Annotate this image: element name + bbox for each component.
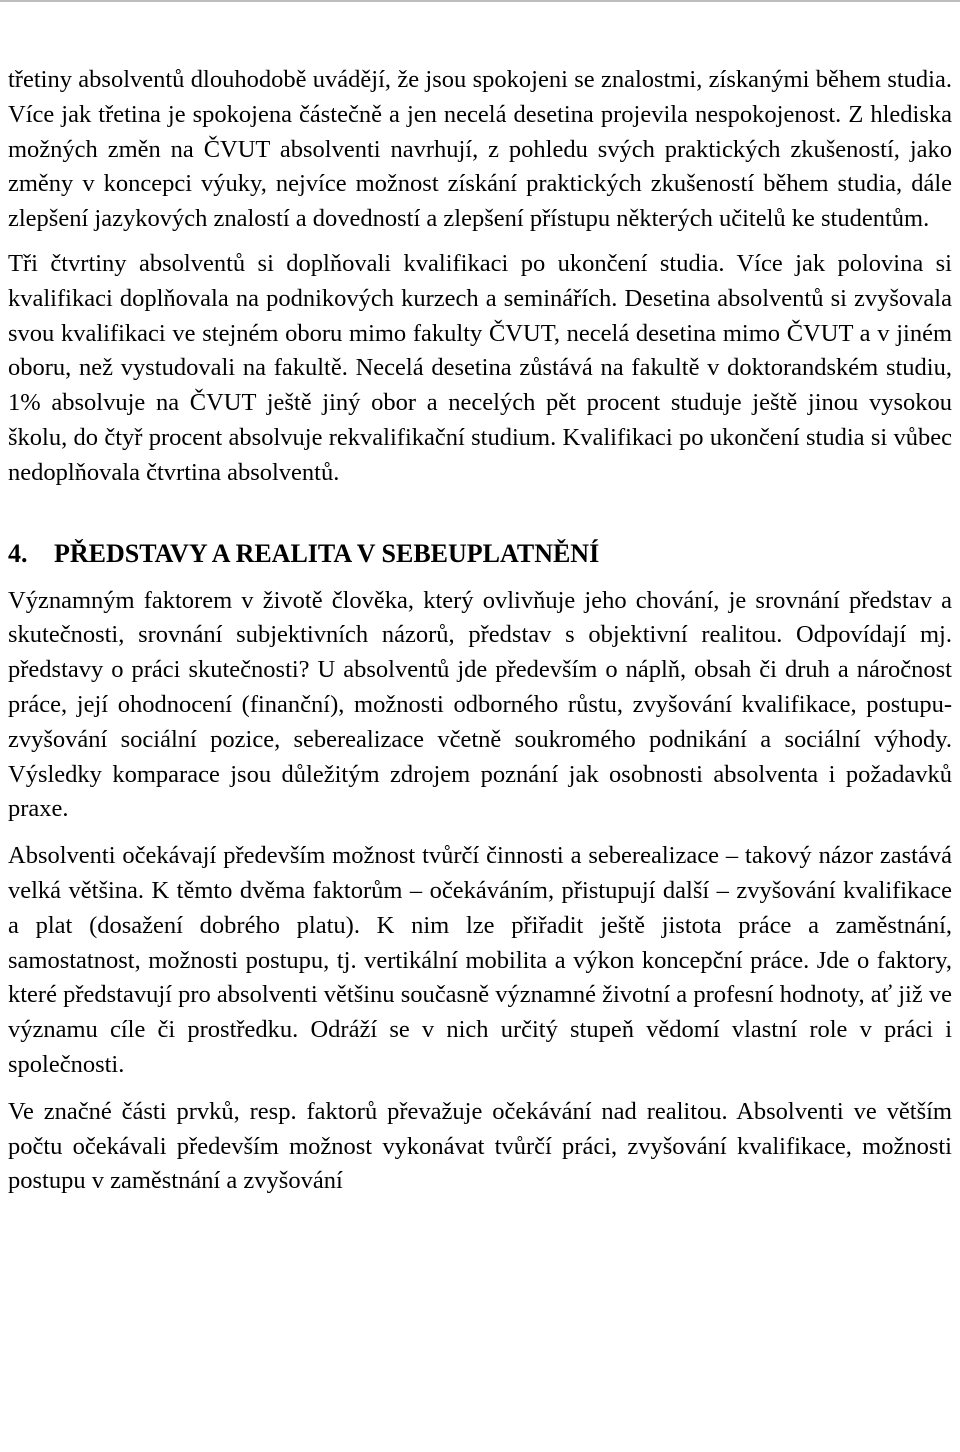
paragraph-expectation-vs-reality: Ve značné části prvků, resp. faktorů převažuje očekávání nad realitou. Absolventi ve větším počtu očekávali především možnost vykonávat tvůrčí práci, zvyšování kvalifikace, možnosti postupu v zaměstnání a zvyšování [8,1097,952,1195]
section-number: 4. [8,538,28,568]
section-title: PŘEDSTAVY A REALITA V SEBEUPLATNĚNÍ [54,538,600,568]
top-rule [0,0,960,2]
paragraph-knowledge-satisfaction: třetiny absolventů dlouhodobě uvádějí, že jsou spokojeni se znalostmi, získanými během studia. Více jak třetina je spokojena částečně a jen necelá desetina projevila nespokojenost. Z hlediska možných změn na ČVUT absolventi navrhují, z pohledu svých praktických zkušeností, jako změny v koncepci výuky, nejvíce možnost získání praktických zkušeností během studia, dále zlepšení jazykových znalostí a dovedností a zlepšení přístupu některých učitelů ke studentům. [8,66,952,233]
paragraph-graduate-expectations: Absolventi očekávají především možnost tvůrčí činnosti a seberealizace – takový názor zastává velká většina. K těmto dvěma faktorům – očekáváním, přistupují další – zvyšování kvalifikace a plat (dosažení dobrého platu). K nim lze přiřadit ještě jistota práce a zaměstnání, samostatnost, možnosti postupu, tj. vertikální mobilita a výkon koncepční práce. Jde o faktory, které představují pro absolventi většinu současně významné životní a profesní hodnoty, ať již ve významu cíle či prostředku. Odráží se v nich určitý stupeň vědomí vlastní role v práci i společnosti. [8,842,952,1078]
paragraph-expectations-reality: Významným faktorem v životě člověka, který ovlivňuje jeho chování, je srovnání představ a skutečnosti, srovnání subjektivních názorů, představ s objektivní realitou. Odpovídají mj. představy o práci skutečnosti? U absolventů jde především o náplň, obsah či druh a náročnost práce, její ohodnocení (finanční), možnosti odborného růstu, zvyšování kvalifikace, postupu-zvyšování sociální pozice, seberealizace včetně soukromého podnikání a sociální výhody. Výsledky komparace jsou důležitým zdrojem poznání jak osobnosti absolventa i požadavků praxe. [8,586,952,823]
paragraph-qualification: Tři čtvrtiny absolventů si doplňovali kvalifikaci po ukončení studia. Více jak polovina si kvalifikaci doplňovala na podnikových kurzech a seminářích. Desetina absolventů si zvyšovala svou kvalifikaci ve stejném oboru mimo fakulty ČVUT, necelá desetina mimo ČVUT a v jiném oboru, než vystudovali na fakultě. Necelá desetina zůstává na fakultě v doktorandském studiu, 1% absolvuje na ČVUT ještě jiný obor a necelých pět procent studuje ještě jinou vysokou školu, do čtyř procent absolvuje rekvalifikační studium. Kvalifikaci po ukončení studia si vůbec nedoplňovala čtvrtina absolventů. [8,249,952,486]
section-heading [8,536,952,572]
document-page [8,63,952,1199]
